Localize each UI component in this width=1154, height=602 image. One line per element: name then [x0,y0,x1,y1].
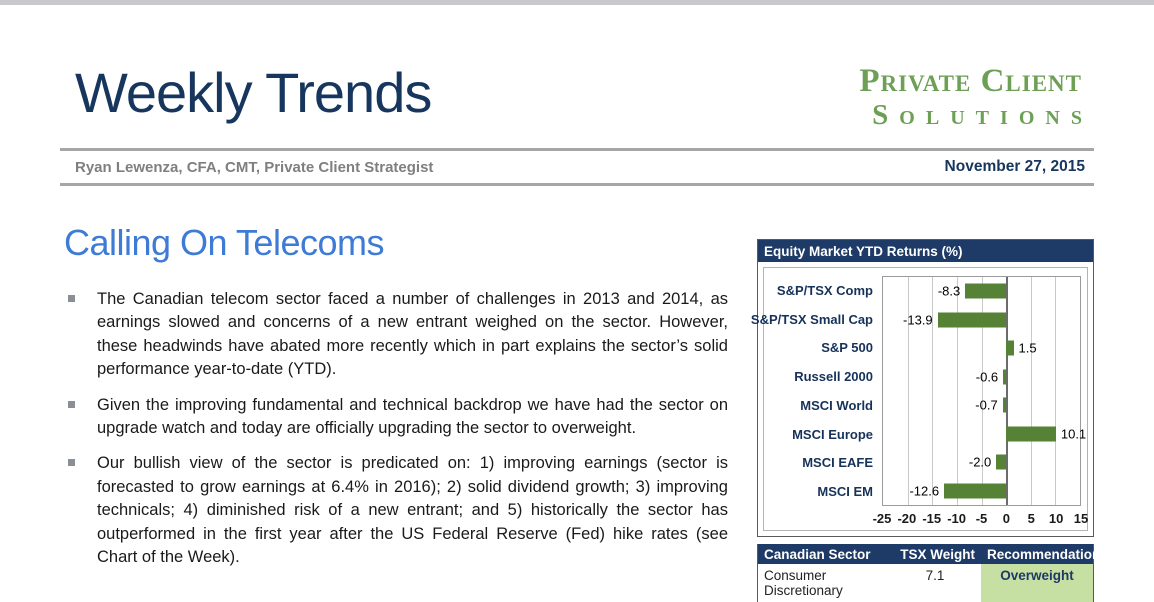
square-bullet-icon [68,459,75,466]
bar-row [883,334,1080,363]
chart-body [750,262,1093,536]
chart-plot [882,276,1087,506]
bar-value-label: -8.3 [937,283,961,299]
private-client-solutions-logo [859,63,1094,131]
category-label: MSCI EAFE [802,455,873,471]
bar-value-label: 1.5 [1018,340,1037,356]
bullet-item [64,452,728,569]
chart-x-axis [872,509,1089,528]
article-heading: Calling On Telecoms [64,222,384,263]
recommendation-cell: Overweight [981,564,1093,602]
chart-category-labels [750,276,882,506]
chart-bar [965,284,1006,299]
x-tick-label: 15 [1073,511,1089,526]
author-byline: Ryan Lewenza, CFA, CMT, Private Client Strategist [75,158,434,176]
bar-value-label: -0.6 [975,369,999,385]
axis-spacer [767,509,882,528]
bar-row [883,477,1080,506]
bar-row [883,420,1087,449]
equity-returns-chart-card [750,239,1094,537]
chart-bar [938,312,1006,327]
table-row [758,564,1093,602]
bullet-item [64,394,728,441]
chart-bar [944,483,1006,498]
column-header-sector: Canadian Sector [764,547,871,562]
byline-bar [60,148,1094,186]
chart-bar [1003,398,1006,413]
x-tick-label: -10 [947,511,967,526]
article-column [64,222,728,581]
square-bullet-icon [68,295,75,302]
bar-value-label: 10.1 [1060,426,1087,442]
bullet-item [64,288,728,382]
x-tick-label: -25 [872,511,892,526]
category-label: S&P/TSX Comp [776,282,873,298]
canadian-sector-table [757,544,1101,602]
category-label: MSCI EM [817,484,873,500]
logo-line-1: Private Client [859,63,1082,99]
x-tick-label: -5 [975,511,988,526]
bar-row [883,391,1080,420]
bar-row [883,306,1080,335]
bar-value-label: -2.0 [968,454,992,470]
chart-axis-row [767,509,1089,528]
chart-area [750,276,1087,506]
chart-bar [996,455,1006,470]
bar-row [883,363,1080,392]
page-top-strip [0,0,1154,5]
issue-date: November 27, 2015 [944,158,1085,175]
x-tick-label: -15 [922,511,942,526]
bar-value-label: -12.6 [909,483,940,499]
x-tick-label: 5 [1027,511,1035,526]
chart-frame [750,267,1089,531]
x-tick-label: 0 [1002,511,1010,526]
category-label: MSCI World [800,397,873,413]
square-bullet-icon [68,401,75,408]
column-header-tsx-weight: TSX Weight [900,547,975,562]
chart-bar [1003,369,1006,384]
sector-cell: Consumer Discretionary [764,568,843,598]
chart-bar [1006,341,1013,356]
category-label: Russell 2000 [794,369,873,385]
bar-row [883,277,1080,306]
x-tick-label: 10 [1048,511,1064,526]
sidebar-module [750,239,1101,602]
category-label: S&P/TSX Small Cap [750,311,873,327]
logo-line-2: Solutions [872,98,1094,131]
newsletter-title: Weekly Trends [75,61,432,124]
bullet-text: The Canadian telecom sector faced a number of challenges in 2013 and 2014, as earnings slowed and concerns of a new entrant weighed on the sector. However, these headwinds have abated more recently which in part explains the sector’s solid performance year-to-date (YTD). [97,290,728,379]
category-label: S&P 500 [821,340,873,356]
bar-value-label: -0.7 [975,397,998,413]
column-header-recommendation: Recommendation [987,547,1101,562]
category-label: MSCI Europe [792,426,873,442]
article-bullet-list [64,288,728,569]
bar-value-label: -13.9 [903,312,933,328]
bar-row [883,448,1080,477]
x-tick-label: -20 [897,511,917,526]
sector-table-header [758,544,1101,564]
weight-cell: 7.1 [925,568,945,583]
bullet-text: Our bullish view of the sector is predicated on: 1) improving earnings (sector is forecasted to grow earnings at 6.4% in 2016); 2) solid dividend growth; 3) improving technicals; 4) diminished risk of a new entrant; and 5) historically the sector has outperformed in the first year after the US Federal Reserve (Fed) hike rates (see Chart of the Week). [97,454,728,567]
chart-title: Equity Market YTD Returns (%) [758,240,1093,262]
bullet-text: Given the improving fundamental and technical backdrop we have had the sector on upgrade watch and today are officially upgrading the sector to overweight. [97,395,728,438]
chart-bar [1006,426,1056,441]
